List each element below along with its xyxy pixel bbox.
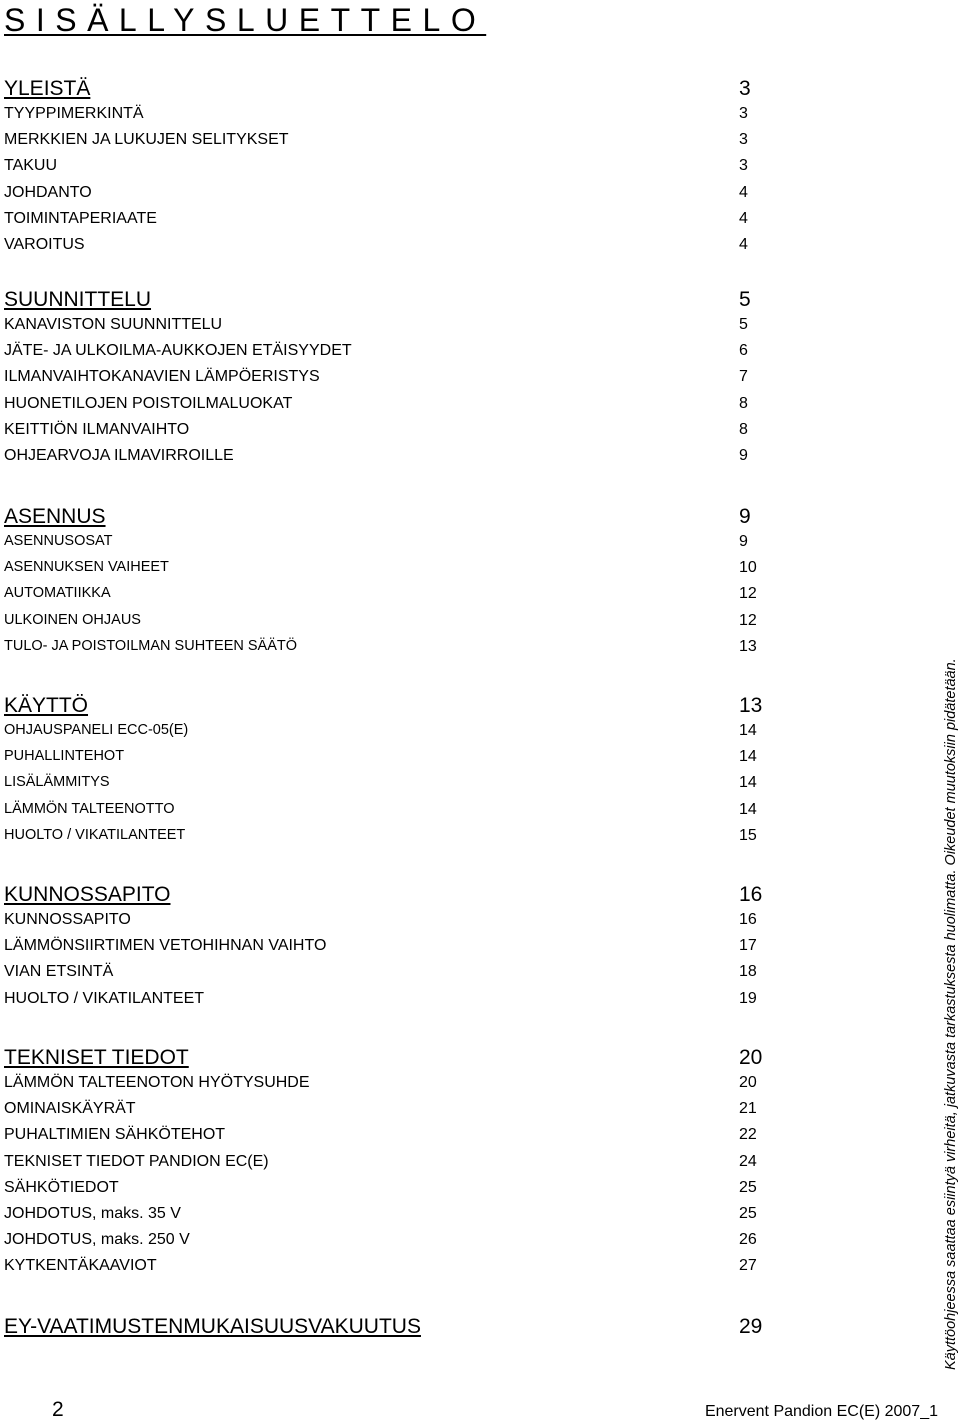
toc-item (4, 1257, 774, 1283)
toc-section-heading (4, 288, 774, 314)
toc-item-page: 3 (739, 105, 748, 122)
toc-item-label: JOHDOTUS, maks. 35 V (4, 1205, 181, 1222)
toc-section-page: 16 (739, 883, 763, 906)
toc-item-label: ILMANVAIHTOKANAVIEN LÄMPÖERISTYS (4, 368, 320, 386)
toc-item-page: 12 (739, 585, 757, 603)
toc-section-heading (4, 1046, 774, 1072)
toc-item-page: 16 (739, 911, 757, 928)
toc-item-page: 7 (739, 368, 748, 386)
toc-item (4, 748, 774, 774)
toc-item-page: 8 (739, 394, 748, 412)
toc-item-page: 8 (739, 420, 748, 438)
toc-item (4, 316, 774, 342)
toc-item-page: 12 (739, 611, 757, 629)
toc-item (4, 1205, 774, 1231)
toc-section-title: SUUNNITTELU (4, 288, 152, 311)
toc-item-page: 4 (739, 209, 748, 227)
toc-item-label: HUOLTO / VIKATILANTEET (4, 989, 205, 1007)
toc-item (4, 585, 774, 611)
toc-section-page: 3 (739, 77, 751, 100)
toc-item-page: 13 (739, 637, 757, 655)
toc-item-label: TOIMINTAPERIAATE (4, 209, 157, 227)
toc-item-page: 19 (739, 989, 757, 1007)
toc-item-page: 9 (739, 447, 748, 464)
toc-item (4, 638, 774, 664)
toc-item-page: 10 (739, 559, 757, 577)
disclaimer-note: Käyttöohjeessa saattaa esiintyä virheitä, jatkuvasta tarkastuksesta huolimatta. Oikeudet muutoksiin pidätetään. (943, 658, 959, 1370)
toc-item (4, 1179, 774, 1205)
toc-item-page: 3 (739, 131, 748, 149)
toc-item-page: 20 (739, 1074, 757, 1091)
toc-item (4, 1231, 774, 1257)
footer-document-name: Enervent Pandion EC(E) 2007_1 (704, 1403, 938, 1420)
toc-item-page: 18 (739, 963, 757, 981)
toc-item-label: LISÄLÄMMITYS (4, 774, 110, 791)
toc-item (4, 612, 774, 638)
toc-item (4, 801, 774, 827)
toc-item-page: 5 (739, 316, 748, 333)
toc-item (4, 105, 774, 131)
toc-item-page: 14 (739, 800, 757, 818)
toc-item (4, 774, 774, 800)
toc-section-page: 13 (739, 694, 763, 717)
toc-item-page: 17 (739, 937, 757, 955)
toc-item (4, 447, 774, 473)
toc-section-page: 29 (739, 1315, 763, 1338)
toc-item (4, 559, 774, 585)
toc-item-page: 27 (739, 1257, 757, 1275)
toc-item (4, 342, 774, 368)
toc-item-page: 3 (739, 157, 748, 175)
toc-item-label: LÄMMÖN TALTEENOTON HYÖTYSUHDE (4, 1074, 310, 1091)
toc-item-label: ASENNUSOSAT (4, 533, 113, 549)
toc-item-page: 15 (739, 826, 757, 844)
toc-item (4, 157, 774, 183)
toc-item (4, 533, 774, 559)
toc-item-label: KUNNOSSAPITO (4, 911, 131, 928)
toc-item-label: AUTOMATIIKKA (4, 585, 111, 602)
toc-section-page: 5 (739, 288, 751, 311)
toc-item-label: LÄMMÖN TALTEENOTTO (4, 800, 175, 817)
toc-item (4, 236, 774, 262)
toc-section-title: YLEISTÄ (4, 77, 91, 100)
toc-item-label: KEITTIÖN ILMANVAIHTO (4, 420, 190, 438)
page-title: SISÄLLYSLUETTELO (4, 2, 487, 38)
toc-item (4, 131, 774, 157)
toc-item-page: 14 (739, 722, 757, 739)
toc-item (4, 395, 774, 421)
toc-item-page: 14 (739, 774, 757, 792)
toc-item-page: 25 (739, 1205, 757, 1222)
toc-section-page: 20 (739, 1046, 763, 1069)
toc-item (4, 1126, 774, 1152)
toc-section-title: EY-VAATIMUSTENMUKAISUUSVAKUUTUS (4, 1315, 421, 1338)
toc-item-label: OMINAISKÄYRÄT (4, 1100, 136, 1118)
toc-item-label: OHJEARVOJA ILMAVIRROILLE (4, 447, 234, 464)
toc-section-title: TEKNISET TIEDOT (4, 1046, 189, 1069)
toc-item-page: 9 (739, 533, 748, 550)
toc-item-page: 22 (739, 1126, 757, 1144)
toc-section-heading (4, 694, 774, 720)
toc-item (4, 990, 774, 1016)
toc-item-label: SÄHKÖTIEDOT (4, 1178, 119, 1196)
toc-section-page: 9 (739, 505, 751, 528)
toc-item (4, 963, 774, 989)
toc-item (4, 911, 774, 937)
toc-item-label: TAKUU (4, 157, 58, 175)
toc-item (4, 1153, 774, 1179)
toc-item-page: 21 (739, 1100, 757, 1118)
toc-item (4, 827, 774, 853)
toc-item-label: VAROITUS (4, 236, 85, 253)
toc-section-title: KUNNOSSAPITO (4, 883, 171, 906)
toc-item (4, 184, 774, 210)
toc-item-label: HUOLTO / VIKATILANTEET (4, 826, 186, 843)
toc-item-label: TYYPPIMERKINTÄ (4, 105, 144, 122)
toc-section-heading (4, 1315, 774, 1341)
toc-item (4, 421, 774, 447)
toc-item-page: 14 (739, 748, 757, 766)
toc-item-label: KANAVISTON SUUNNITTELU (4, 316, 223, 333)
toc-item (4, 1100, 774, 1126)
toc-item-label: HUONETILOJEN POISTOILMALUOKAT (4, 394, 293, 412)
toc-item-label: JÄTE- JA ULKOILMA-AUKKOJEN ETÄISYYDET (4, 342, 352, 360)
toc-item-label: ASENNUKSEN VAIHEET (4, 559, 169, 576)
toc-item-page: 25 (739, 1178, 757, 1196)
toc-section-heading (4, 883, 774, 909)
toc-item-label: LÄMMÖNSIIRTIMEN VETOHIHNAN VAIHTO (4, 937, 327, 955)
toc-item-label: TULO- JA POISTOILMAN SUHTEEN SÄÄTÖ (4, 637, 298, 654)
toc-section-heading (4, 77, 774, 103)
toc-section-title: KÄYTTÖ (4, 694, 89, 717)
toc-item (4, 210, 774, 236)
page-number: 2 (52, 1398, 64, 1421)
toc-section-title: ASENNUS (4, 505, 106, 528)
toc-item (4, 937, 774, 963)
toc-item-page: 6 (739, 342, 748, 360)
toc-item-label: KYTKENTÄKAAVIOT (4, 1257, 157, 1275)
toc-item-page: 4 (739, 236, 748, 253)
toc-item (4, 722, 774, 748)
toc-item-label: VIAN ETSINTÄ (4, 963, 114, 981)
toc-item-label: PUHALLINTEHOT (4, 748, 125, 765)
toc-item-label: PUHALTIMIEN SÄHKÖTEHOT (4, 1126, 226, 1144)
toc-item-label: JOHDANTO (4, 183, 92, 201)
toc-item-label: OHJAUSPANELI ECC-05(E) (4, 722, 189, 738)
toc-item (4, 368, 774, 394)
toc-section-heading (4, 505, 774, 531)
toc-item-page: 24 (739, 1152, 757, 1170)
toc-item-label: ULKOINEN OHJAUS (4, 611, 141, 628)
toc-item-page: 4 (739, 183, 748, 201)
toc-item-label: TEKNISET TIEDOT PANDION EC(E) (4, 1152, 269, 1170)
toc-item-label: MERKKIEN JA LUKUJEN SELITYKSET (4, 131, 289, 149)
toc-item-page: 26 (739, 1231, 757, 1249)
toc-item (4, 1074, 774, 1100)
toc-item-label: JOHDOTUS, maks. 250 V (4, 1231, 190, 1249)
